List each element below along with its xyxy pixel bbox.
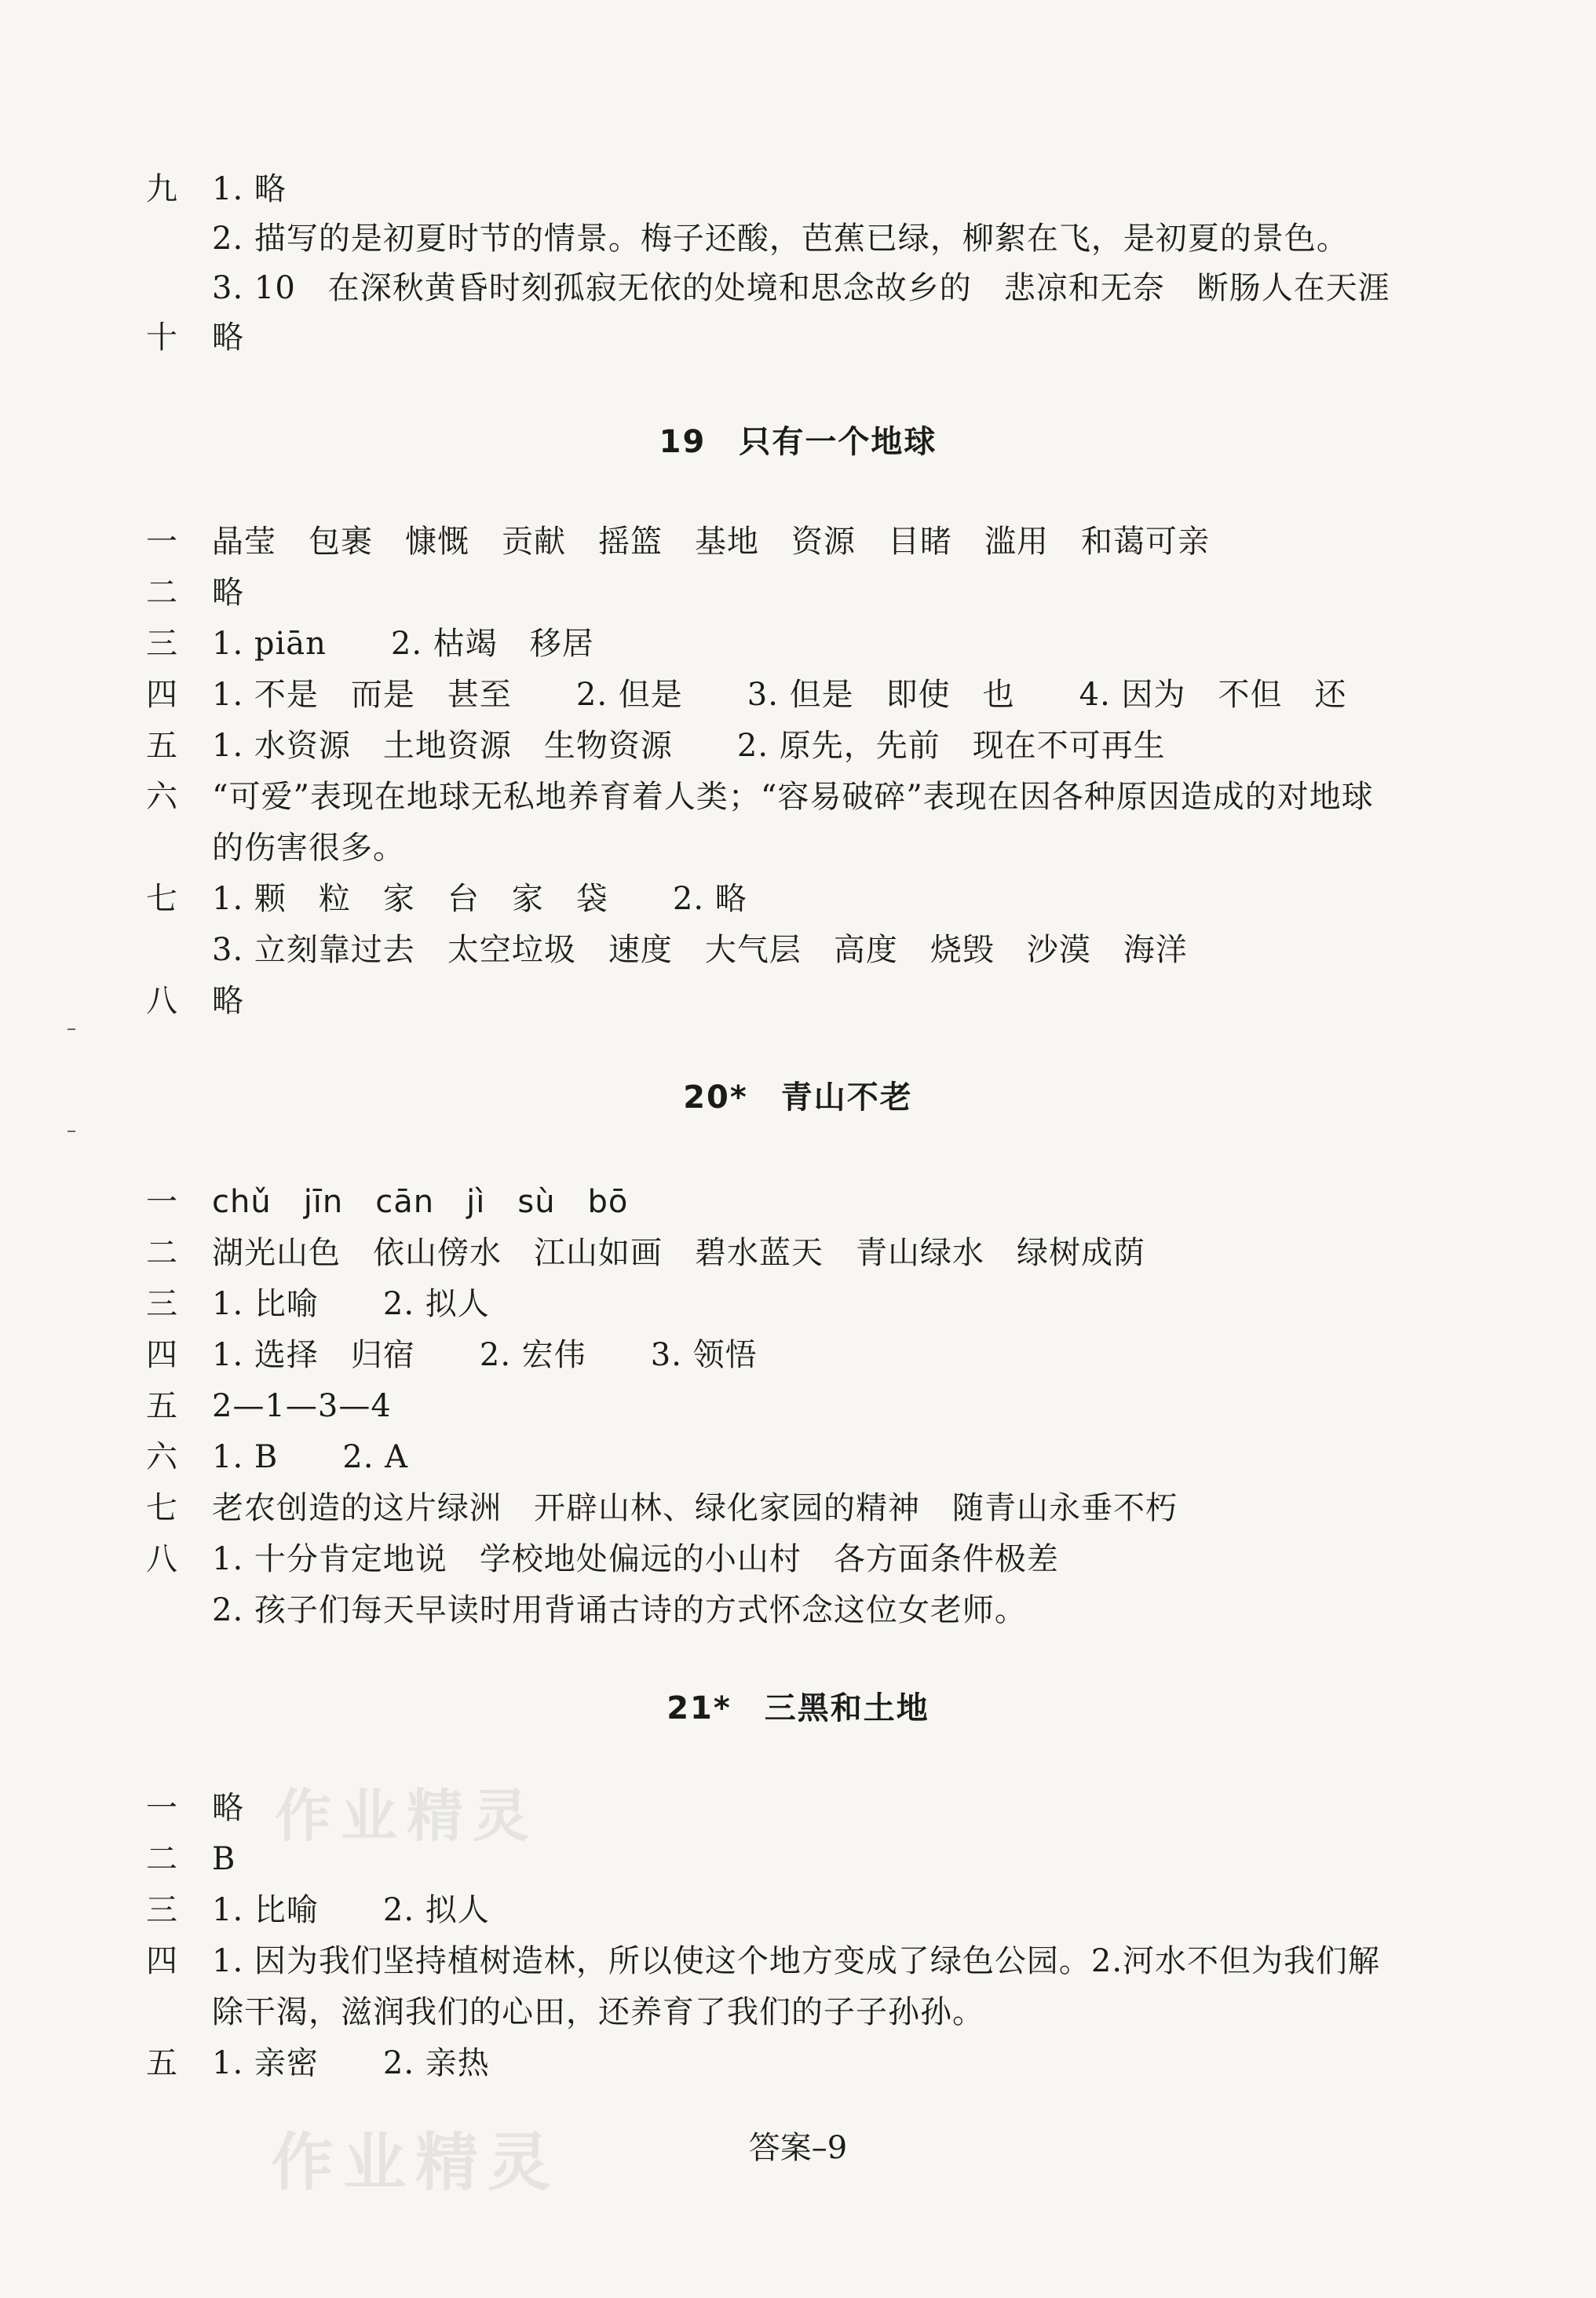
answer-line: chǔ jīn cān jì sù bō bbox=[212, 1184, 629, 1220]
answer-line: 略 bbox=[212, 575, 244, 611]
answer-line: 1. piān 2. 枯竭 移居 bbox=[212, 626, 594, 662]
item-number: 一 bbox=[146, 1184, 177, 1220]
answer-line: 2. 描写的是初夏时节的情景。梅子还酸，芭蕉已绿，柳絮在飞，是初夏的景色。 bbox=[212, 221, 1349, 257]
answer-line: 2—1—3—4 bbox=[212, 1388, 392, 1424]
item-number: 三 bbox=[146, 626, 177, 662]
section-title: 21* 三黑和土地 bbox=[667, 1690, 929, 1726]
answer-line: 1. 略 bbox=[212, 171, 287, 207]
watermark: 作业精灵 bbox=[271, 2126, 560, 2199]
answer-line: 的伤害很多。 bbox=[212, 830, 405, 866]
answer-line: 3. 立刻靠过去 太空垃圾 速度 大气层 高度 烧毁 沙漠 海洋 bbox=[212, 932, 1188, 968]
answer-line: 略 bbox=[212, 1790, 244, 1826]
item-number: 一 bbox=[146, 1790, 177, 1826]
item-number: 六 bbox=[146, 1439, 177, 1475]
answer-line: 1. 颗 粒 家 台 家 袋 2. 略 bbox=[212, 881, 747, 917]
item-number: 七 bbox=[146, 1490, 177, 1526]
answer-line: 除干渴，滋润我们的心田，还养育了我们的子子孙孙。 bbox=[212, 1994, 984, 2030]
answer-line: 1. 选择 归宿 2. 宏伟 3. 领悟 bbox=[212, 1337, 758, 1373]
answer-line: 2. 孩子们每天早读时用背诵古诗的方式怀念这位女老师。 bbox=[212, 1592, 1027, 1628]
answer-line: 晶莹 包裹 慷慨 贡献 摇篮 基地 资源 目睹 滥用 和蔼可亲 bbox=[212, 524, 1210, 560]
margin-mark bbox=[68, 1131, 75, 1132]
page-number: 答案–9 bbox=[748, 2130, 848, 2166]
answer-line: 1. 比喻 2. 拟人 bbox=[212, 1286, 490, 1322]
item-number: 九 bbox=[146, 171, 177, 207]
answer-line: B bbox=[212, 1841, 236, 1877]
item-number: 一 bbox=[146, 524, 177, 560]
answer-line: 1. 因为我们坚持植树造林，所以使这个地方变成了绿色公园。2.河水不但为我们解 bbox=[212, 1943, 1381, 1979]
answer-line: 1. 十分肯定地说 学校地处偏远的小山村 各方面条件极差 bbox=[212, 1541, 1059, 1577]
answer-line: 3. 10 在深秋黄昏时刻孤寂无依的处境和思念故乡的 悲凉和无奈 断肠人在天涯 bbox=[212, 270, 1390, 306]
item-number: 四 bbox=[146, 677, 177, 713]
section-title: 19 只有一个地球 bbox=[659, 424, 937, 460]
answer-line: 湖光山色 依山傍水 江山如画 碧水蓝天 青山绿水 绿树成荫 bbox=[212, 1235, 1145, 1271]
answer-line: 1. B 2. A bbox=[212, 1439, 409, 1475]
item-number: 八 bbox=[146, 1541, 177, 1577]
item-number: 七 bbox=[146, 881, 177, 917]
answer-line: 1. 亲密 2. 亲热 bbox=[212, 2045, 490, 2081]
answer-line: 1. 不是 而是 甚至 2. 但是 3. 但是 即使 也 4. 因为 不但 还 bbox=[212, 677, 1347, 713]
item-number: 四 bbox=[146, 1337, 177, 1373]
item-number: 五 bbox=[146, 2045, 177, 2081]
answer-line: “可爱”表现在地球无私地养育着人类；“容易破碎”表现在因各种原因造成的对地球 bbox=[212, 779, 1374, 815]
item-number: 五 bbox=[146, 728, 177, 764]
answer-line: 略 bbox=[212, 320, 244, 356]
item-number: 四 bbox=[146, 1943, 177, 1979]
answer-line: 1. 比喻 2. 拟人 bbox=[212, 1892, 490, 1928]
answer-line: 略 bbox=[212, 983, 244, 1019]
item-number: 六 bbox=[146, 779, 177, 815]
answer-line: 老农创造的这片绿洲 开辟山林、绿化家园的精神 随青山永垂不朽 bbox=[212, 1490, 1178, 1526]
margin-mark bbox=[68, 1028, 75, 1030]
item-number: 二 bbox=[146, 1841, 177, 1877]
item-number: 十 bbox=[146, 320, 177, 356]
item-number: 三 bbox=[146, 1286, 177, 1322]
item-number: 三 bbox=[146, 1892, 177, 1928]
item-number: 二 bbox=[146, 575, 177, 611]
item-number: 二 bbox=[146, 1235, 177, 1271]
section-title: 20* 青山不老 bbox=[683, 1080, 913, 1116]
answer-line: 1. 水资源 土地资源 生物资源 2. 原先，先前 现在不可再生 bbox=[212, 728, 1166, 764]
watermark: 作业精灵 bbox=[275, 1783, 539, 1849]
item-number: 五 bbox=[146, 1388, 177, 1424]
item-number: 八 bbox=[146, 983, 177, 1019]
